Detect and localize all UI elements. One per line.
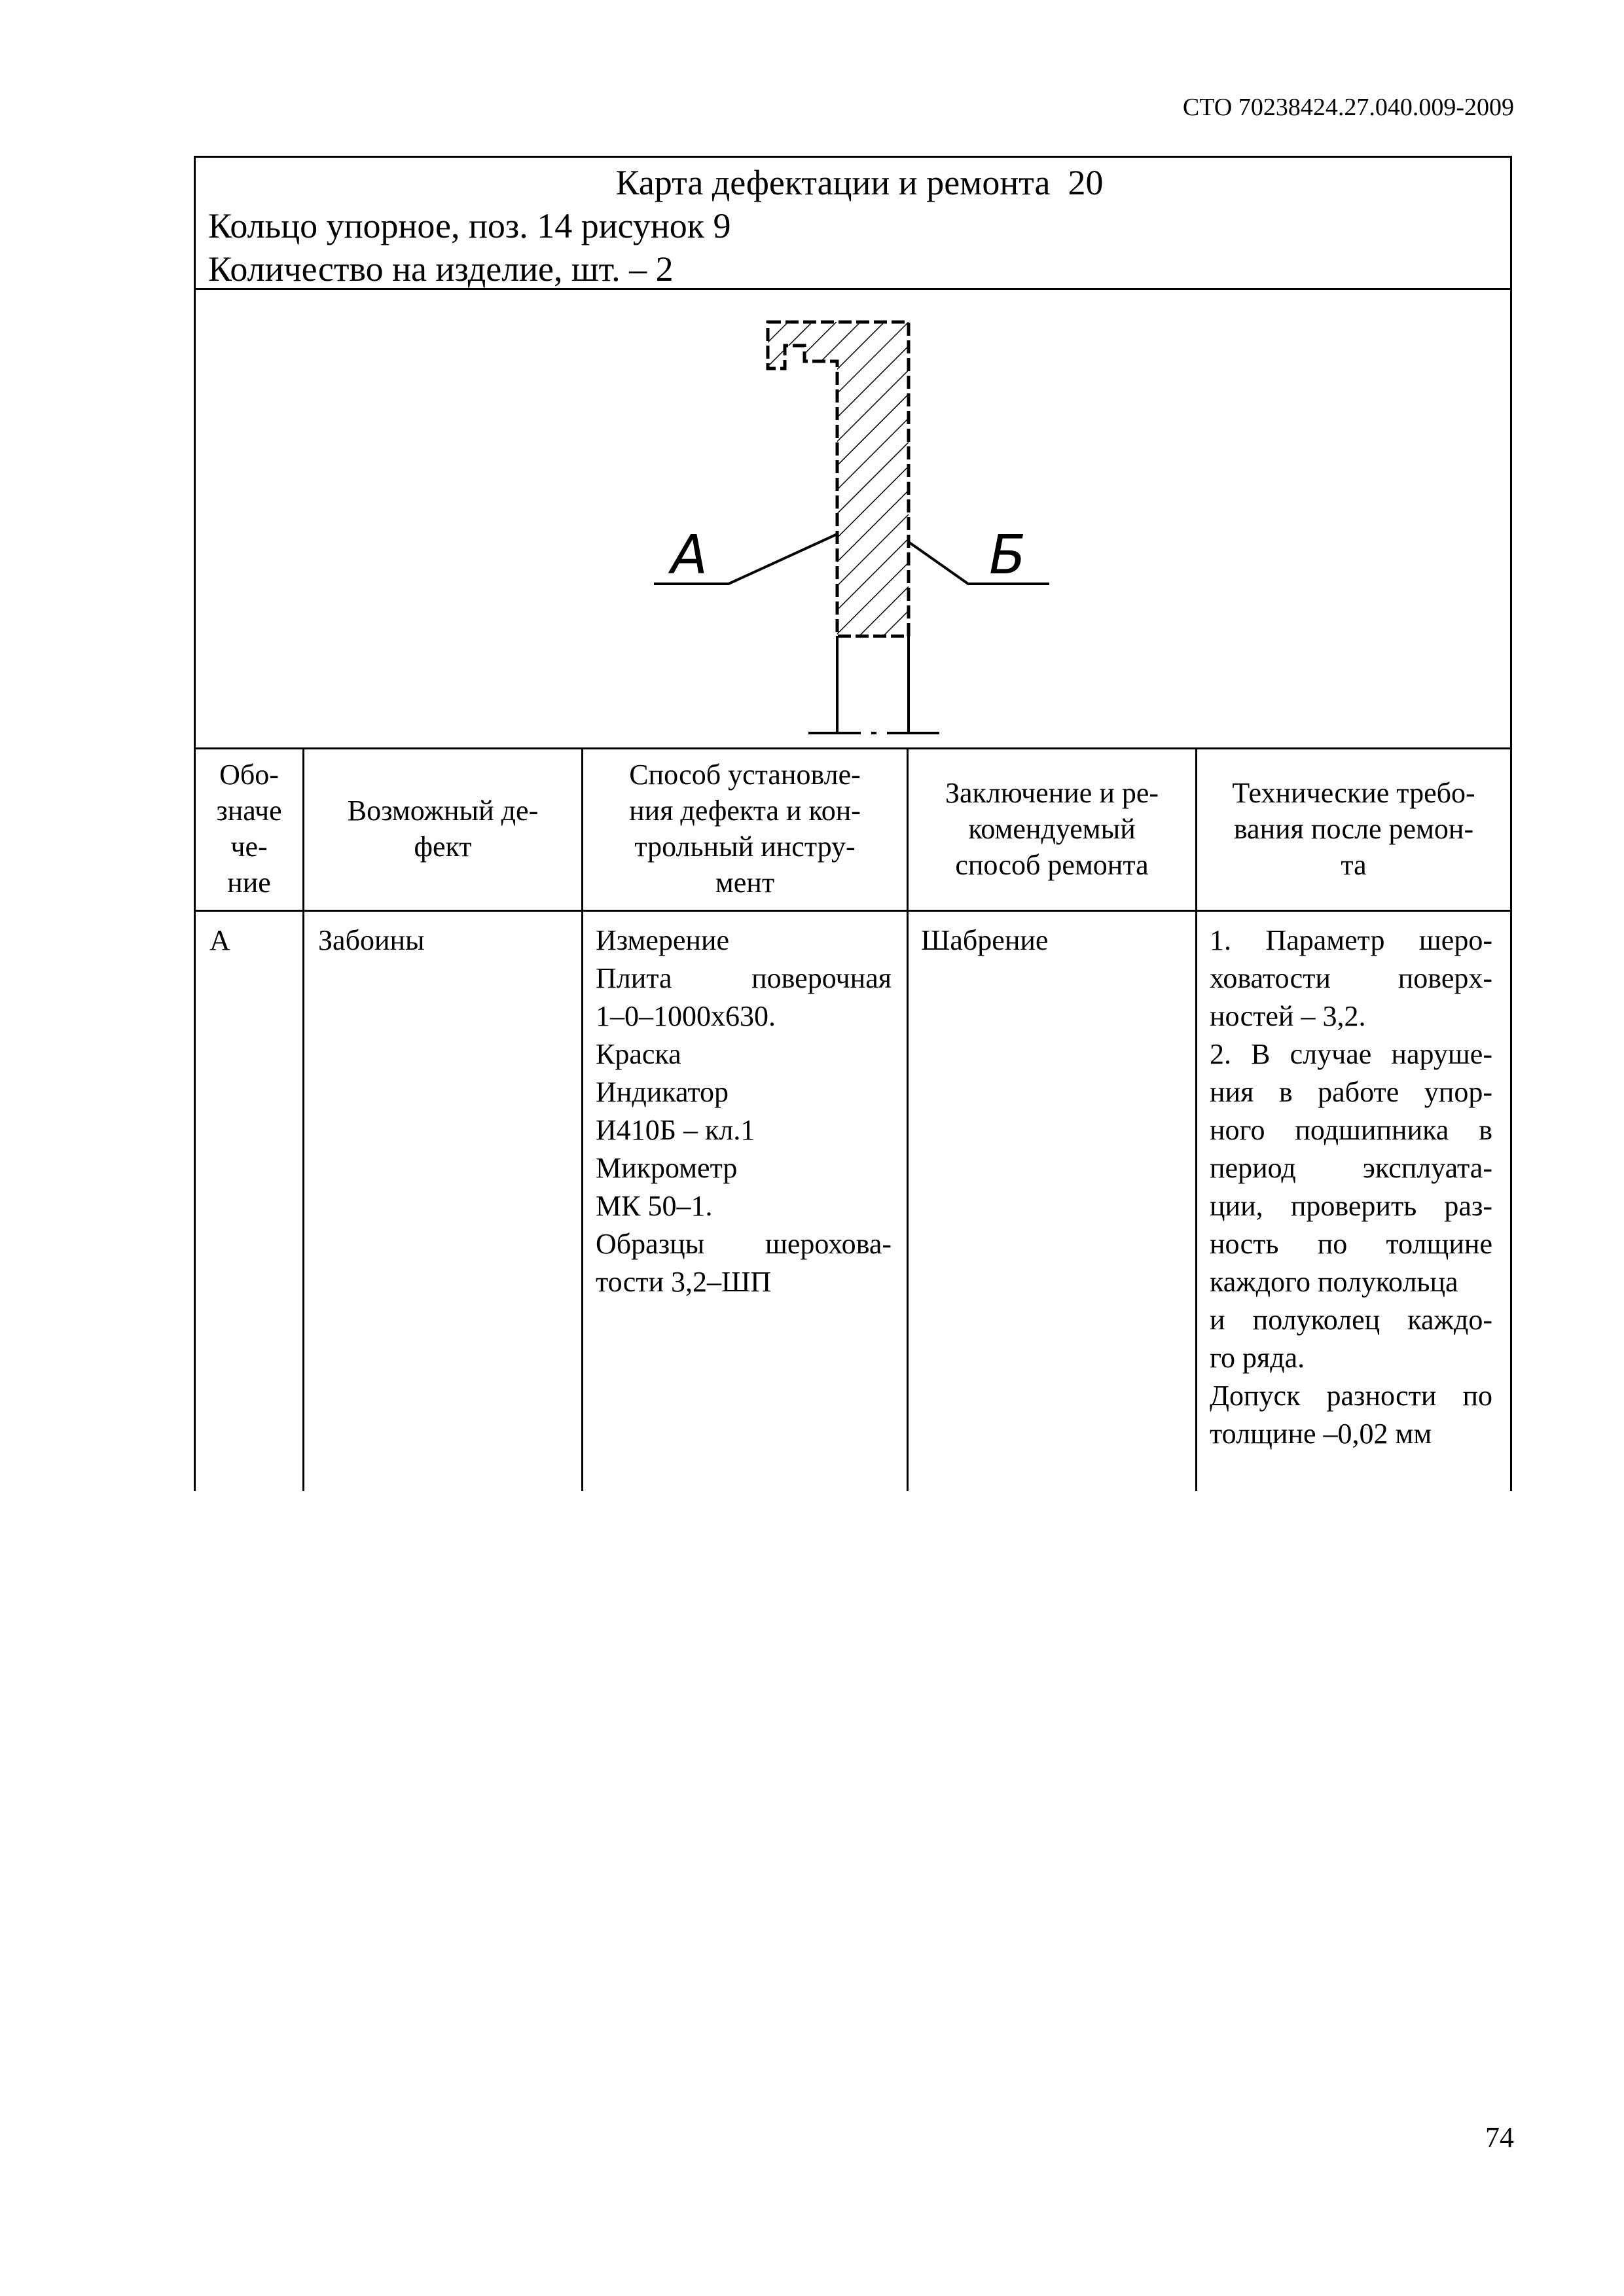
requirements-word: по [1317,1228,1348,1260]
page-number: 74 [1485,2121,1514,2153]
drawing-label-a: А [671,524,708,586]
method-line: Краска [596,1038,681,1070]
method-word: шерохова- [765,1228,892,1260]
requirements-word: разности [1326,1380,1437,1412]
leader-line-b [909,542,1049,584]
method-line: Измерение [596,924,730,956]
requirements-word: раз- [1444,1190,1492,1222]
requirements-line [1210,922,1492,960]
card-title: Карта дефектации и ремонта 20 [615,163,1104,202]
thrust-ring-section-drawing [196,288,1510,747]
card-title-block [208,156,1511,287]
header-separator [194,910,1512,912]
requirements-word: случае [1290,1038,1372,1070]
method-line: МК 50–1. [596,1190,713,1222]
column-header-requirements: Технические требо- вания после ремон- та [1232,776,1475,881]
section-hatched-profile [768,322,909,636]
method-line: Микрометр [596,1152,738,1184]
requirements-line [1210,1035,1492,1073]
requirements-word: упор- [1424,1076,1492,1108]
requirements-word: эксплуата- [1363,1152,1492,1184]
requirements-word: ность [1210,1228,1279,1260]
requirements-word: толщине [1386,1228,1492,1260]
requirements-line [1210,960,1492,997]
requirements-word: ного [1210,1114,1265,1146]
method-line: Индикатор [596,1076,729,1108]
requirements-word: 2. [1210,1038,1231,1070]
row-defect: Забоины [318,924,425,956]
requirements-word: работе [1318,1076,1399,1108]
requirements-word: Допуск [1210,1380,1301,1412]
requirements-word: полуколец [1252,1304,1380,1336]
requirements-line [1210,1225,1492,1263]
requirements-word: ния [1210,1076,1254,1108]
requirements-line: го ряда. [1210,1342,1305,1374]
method-line [596,960,892,997]
part-drawing [196,288,1510,747]
requirements-word: проверить [1290,1190,1417,1222]
method-line: тости 3,2–ШП [596,1266,772,1298]
row-method [596,922,892,1301]
method-word: Плита [596,962,672,994]
requirements-word: период [1210,1152,1296,1184]
column-header-defect: Возможный де- фект [347,795,539,863]
requirements-line [1210,1187,1492,1225]
requirements-word: В [1251,1038,1271,1070]
requirements-word: в [1278,1076,1293,1108]
requirements-word: каждо- [1407,1304,1492,1336]
part-quantity: Количество на изделие, шт. – 2 [208,249,674,289]
defect-repair-card [194,156,1512,1491]
requirements-line: каждого полукольца [1210,1266,1458,1298]
drawing-separator [194,747,1512,749]
requirements-line [1210,1149,1492,1187]
row-requirements [1210,922,1492,1453]
row-repair: Шабрение [921,924,1049,956]
requirements-word: шеро- [1418,924,1492,956]
requirements-word: 1. [1210,924,1231,956]
requirements-word: ховатости [1210,962,1331,994]
requirements-word: по [1462,1380,1492,1412]
requirements-word: поверх- [1398,962,1492,994]
column-header-designation: Обо- значе че- ние [216,759,282,899]
requirements-line [1210,1073,1492,1111]
requirements-word: наруше- [1391,1038,1492,1070]
requirements-line: толщине –0,02 мм [1210,1418,1432,1450]
drawing-label-b: Б [989,524,1026,586]
requirements-word: Параметр [1265,924,1385,956]
column-header-repair: Заключение и ре- комендуемый способ ремонта [945,776,1159,881]
method-line [596,1225,892,1263]
requirements-line [1210,1301,1492,1339]
requirements-word: подшипника [1295,1114,1449,1146]
requirements-word: и [1210,1304,1225,1336]
requirements-word: в [1479,1114,1492,1146]
requirements-line: ностей – 3,2. [1210,1000,1366,1032]
requirements-line [1210,1377,1492,1415]
method-line: 1–0–1000х630. [596,1000,776,1032]
requirements-line [1210,1111,1492,1149]
method-word: поверочная [751,962,892,994]
method-word: Образцы [596,1228,705,1260]
document-code: СТО 70238424.27.040.009-2009 [1182,94,1514,121]
method-line: И410Б – кл.1 [596,1114,755,1146]
card-right-border [1510,156,1512,1491]
part-name: Кольцо упорное, поз. 14 рисунок 9 [208,206,731,245]
requirements-word: ции, [1210,1190,1263,1222]
row-designation: А [209,924,230,956]
column-header-method: Способ установле- ния дефекта и кон- трольный инстру- мент [629,759,861,899]
